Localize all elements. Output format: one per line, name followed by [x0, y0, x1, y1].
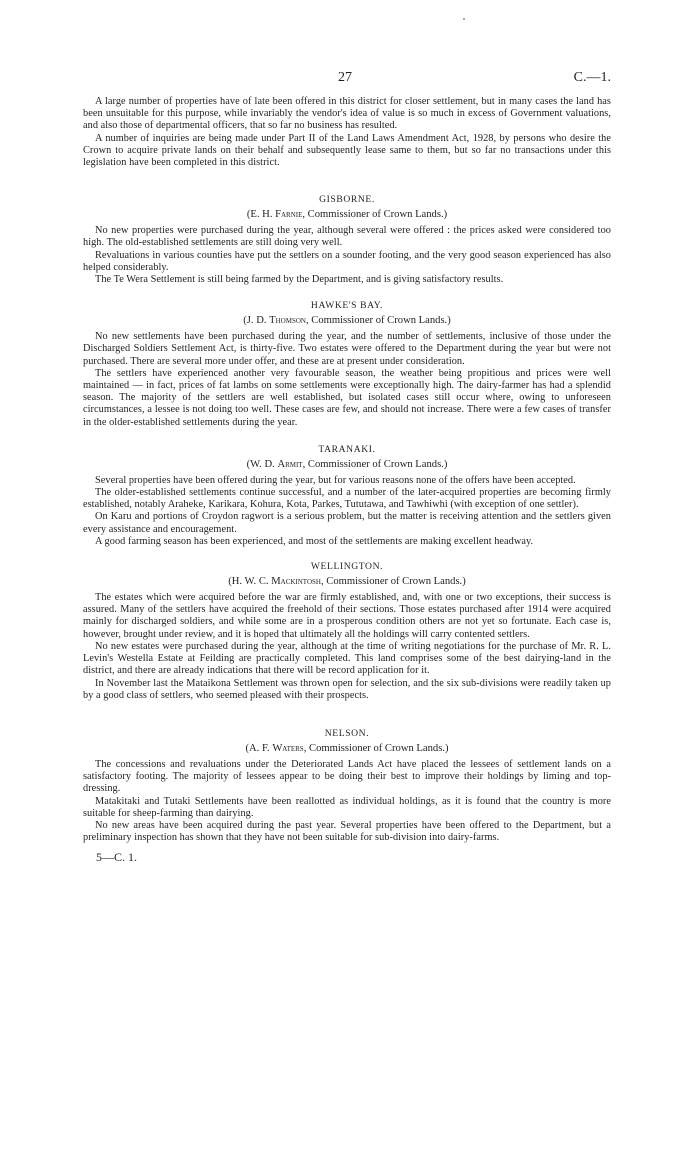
paragraph: No new areas have been acquired during the past year. Several properties have been offered to the Department, but a preliminary inspection has shown that they have not been suitable for sub-division into dairy-farms.: [83, 819, 611, 844]
commissioner-surname: Mackintosh: [271, 576, 321, 588]
commissioner-surname: Waters: [272, 742, 304, 754]
section-wellington: [83, 561, 611, 702]
commissioner-line: [83, 743, 611, 755]
section-hawkes-bay: [83, 300, 611, 429]
commissioner-role: , Commissioner of Crown Lands.): [305, 315, 451, 327]
section-title: HAWKE'S BAY.: [310, 300, 384, 312]
commissioner-role: , Commissioner of Crown Lands.): [303, 742, 449, 754]
section-nelson: [83, 728, 611, 844]
signature-reference: 5—C. 1.: [96, 850, 138, 865]
document-reference: C.—1.: [573, 70, 611, 85]
paragraph: No new settlements have been purchased during the year, and the number of settlements, inclusive of those under the Discharged Soldiers Settlement Act, is thirty-five. Two estates were offered to the Department during the year but were not purchased. There are several more under offer, and these are at present under consideration.: [83, 331, 611, 367]
paragraph: The concessions and revaluations under the Deteriorated Lands Act have placed the lessees of settlement lands on a satisfactory footing. The majority of lessees appear to be doing their best to improve their holdings by liming and top-dressing.: [83, 758, 611, 795]
paragraph: A good farming season has been experienced, and most of the settlements are making excellent headway.: [95, 535, 534, 547]
commissioner-surname: Armit: [277, 458, 303, 470]
page-header: [83, 70, 611, 96]
paragraph: No new estates were purchased during the year, although at the time of writing negotiations for the purchase of Mr. R. L. Levin's Westella Estate at Feilding are practically completed. This land comprises some of the best dairying-land in the district, and there are already indications that there will be record application for it.: [83, 640, 611, 677]
commissioner-line: [83, 209, 611, 221]
section-gisborne: [83, 194, 611, 286]
commissioner-line: [83, 315, 611, 327]
section-title: TARANAKI.: [318, 443, 376, 455]
paragraph: Revaluations in various counties have put the settlers on a sounder footing, and the very good season experienced has also helped considerably.: [83, 249, 611, 273]
paragraph: Matakitaki and Tutaki Settlements have been reallotted as individual holdings, as it is found that the country is more suitable for sheep-farming than dairying.: [83, 795, 611, 819]
commissioner-line: [83, 576, 611, 588]
paragraph: In November last the Mataikona Settlement was thrown open for selection, and the six sub-divisions were readily taken up by a good class of settlers, who seemed pleased with their prospects.: [83, 677, 611, 701]
paragraph: Several properties have been offered during the year, but for various reasons none of the offers have been accepted.: [95, 474, 576, 486]
intro-section: [83, 96, 611, 169]
commissioner-initials: (J. D.: [243, 315, 270, 327]
commissioner-role: , Commissioner of Crown Lands.): [320, 576, 466, 588]
paragraph: The settlers have experienced another very favourable season, the weather being propitious and prices were well maintained — in fact, prices of fat lambs on some settlements were exceptionally high. The dairy-farmer has had a splendid season. The majority of the settlers are well established, but isolated cases still occur where, owing to unforeseen circumstances, a lessee is not doing too well. These cases are few, and should not increase. There were a few cases of transfer in the older-established settlements during the year.: [83, 367, 611, 428]
paragraph: The Te Wera Settlement is still being farmed by the Department, and is giving satisfactory results.: [95, 274, 504, 286]
section-title: WELLINGTON.: [310, 561, 384, 573]
commissioner-initials: (H. W. C.: [228, 576, 272, 588]
paragraph: The older-established settlements continue successful, and a number of the later-acquired properties are becoming firmly established, notably Araheke, Karikara, Kohura, Kota, Parkes, Tututawa, and Tawhiwhi (with exception of one settler).: [83, 487, 611, 511]
paragraph: The estates which were acquired before the war are firmly established, and, with one or two exceptions, their success is assured. Many of the settlers have acquired the freehold of their sections. Those estates purchased after 1914 were acquired mainly for discharged soldiers, and while some are in a prosperous condition others are not yet so fortunate. Each case is, however, brought under review, and it is hoped that ultimately all the holdings will carry contented settlers.: [83, 592, 611, 640]
commissioner-role: , Commissioner of Crown Lands.): [302, 458, 448, 470]
commissioner-line: [83, 459, 611, 471]
section-title: GISBORNE.: [319, 194, 375, 206]
paragraph: A number of inquiries are being made under Part II of the Land Laws Amendment Act, 1928, by persons who desire the Crown to acquire private lands on their behalf and subsequently lease same to them, but so far no transactions under this legislation have been completed in this district.: [83, 132, 611, 169]
commissioner-surname: Thomson: [269, 315, 306, 327]
commissioner-initials: (A. F.: [245, 742, 273, 754]
commissioner-initials: (E. H.: [246, 209, 276, 221]
commissioner-surname: Farnie: [275, 209, 303, 221]
commissioner-initials: (W. D.: [246, 458, 278, 470]
commissioner-role: , Commissioner of Crown Lands.): [302, 209, 448, 221]
page-number: 27: [338, 70, 352, 85]
paragraph: On Karu and portions of Croydon ragwort is a serious problem, but the matter is receiving attention and the settlers given every assistance and encouragement.: [83, 511, 611, 535]
paragraph: A large number of properties have of late been offered in this district for closer settlement, but in many cases the land has been unsuitable for this purpose, while invariably the vendor's idea of value is so much in excess of Government valuations, and also those of departmental officers, that so far no business has resulted.: [83, 96, 611, 132]
paragraph: No new properties were purchased during the year, although several were offered : the prices asked were considered too high. The old-established settlements are still doing very well.: [83, 225, 611, 249]
section-taranaki: [83, 444, 611, 548]
speck-mark: [463, 18, 465, 20]
section-title: NELSON.: [324, 727, 370, 739]
document-page: [83, 70, 611, 865]
